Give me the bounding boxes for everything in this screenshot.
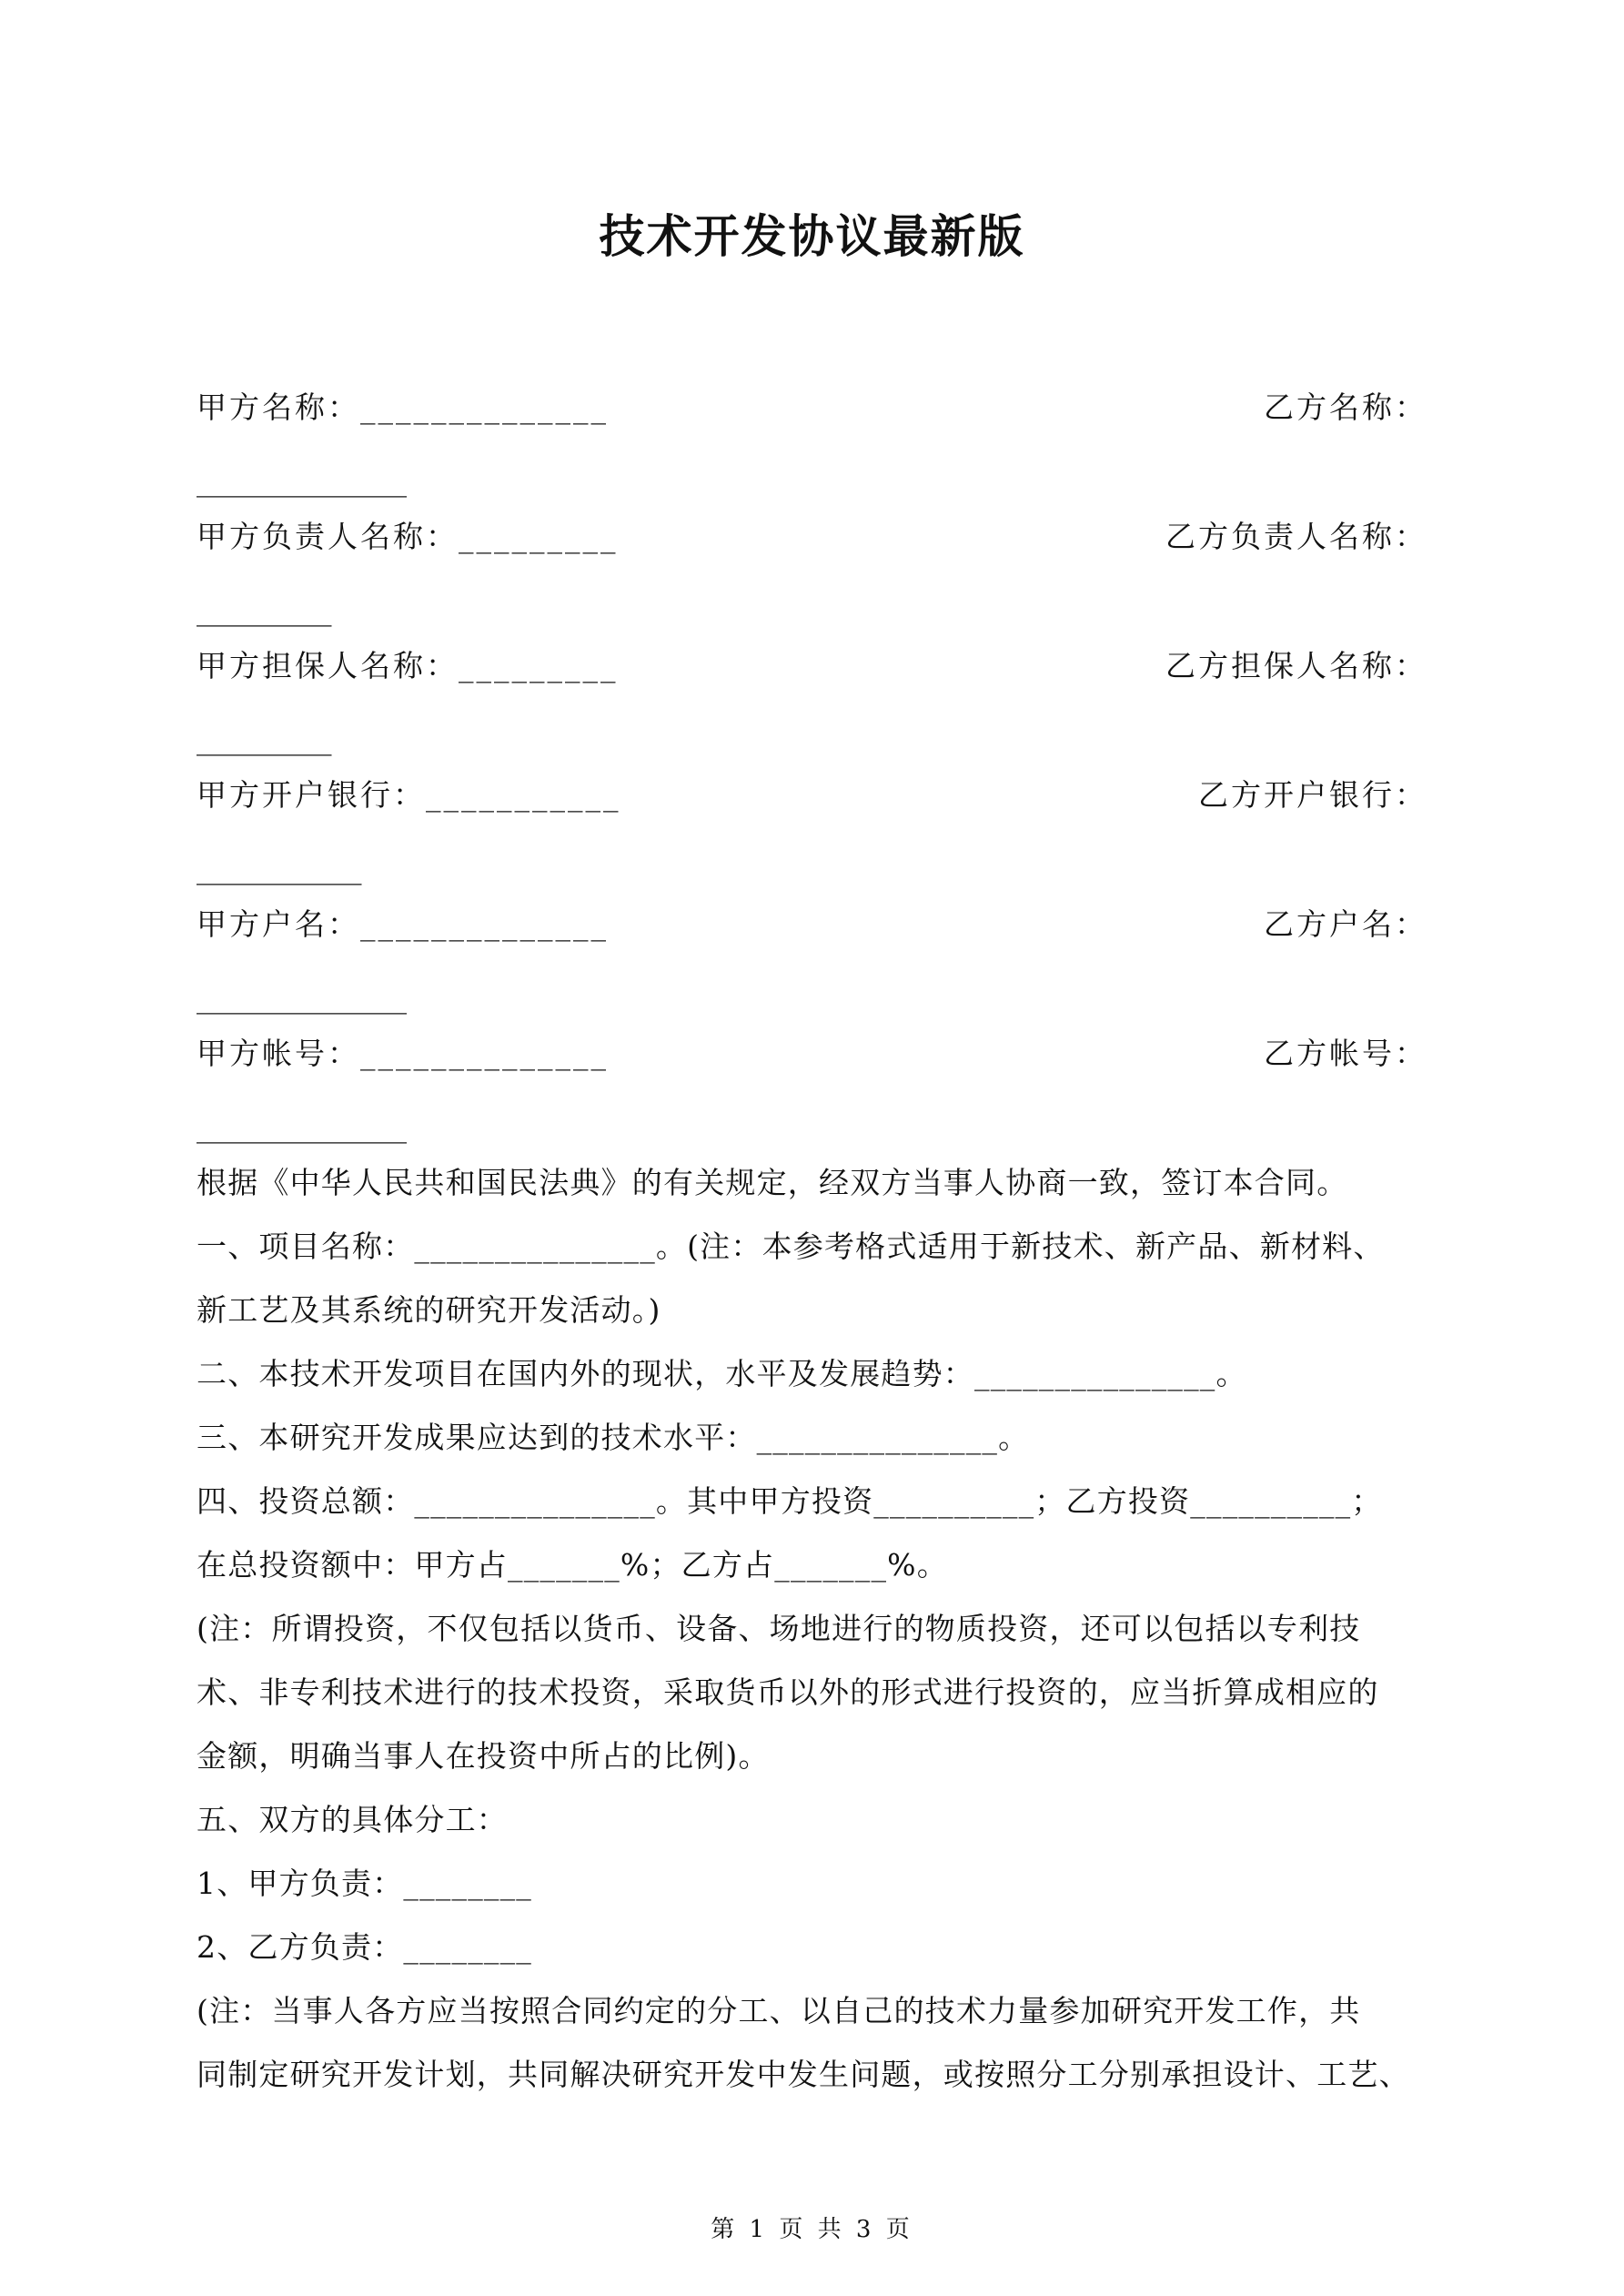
party-a-bank: 甲方开户银行：___________ bbox=[197, 777, 621, 813]
party-b-account-name-blank: ______________ bbox=[197, 979, 407, 1015]
party-b-name-blank: ______________ bbox=[197, 462, 407, 498]
page-footer: 第 1 页 共 3 页 bbox=[711, 2216, 913, 2243]
body-line: 金额，明确当事人在投资中所占的比例)。 bbox=[197, 1738, 770, 1774]
field-row-guarantor bbox=[197, 643, 1427, 689]
body-line: 2、乙方负责：________ bbox=[197, 1929, 532, 1965]
party-b-account-number-blank: ______________ bbox=[197, 1108, 407, 1144]
field-row-account-number bbox=[197, 1031, 1427, 1077]
body-line: 五、双方的具体分工： bbox=[197, 1802, 508, 1837]
body-line: 三、本研究开发成果应达到的技术水平：_______________。 bbox=[197, 1420, 1030, 1455]
party-b-responsible: 乙方负责人名称： bbox=[1165, 519, 1427, 554]
body-line: (注：所谓投资，不仅包括以货币、设备、场地进行的物质投资，还可以包括以专利技 bbox=[197, 1611, 1361, 1646]
field-row-bank bbox=[197, 773, 1427, 818]
body-line: 四、投资总额：_______________。其中甲方投资__________；乙方投资__________； bbox=[197, 1483, 1383, 1519]
party-a-account-name: 甲方户名：______________ bbox=[197, 906, 609, 942]
document-title: 技术开发协议最新版 bbox=[599, 209, 1025, 263]
party-b-account-number: 乙方帐号： bbox=[1264, 1036, 1427, 1071]
party-b-bank: 乙方开户银行： bbox=[1198, 777, 1427, 813]
party-b-guarantor: 乙方担保人名称： bbox=[1165, 648, 1427, 683]
party-b-responsible-blank: _________ bbox=[197, 592, 332, 627]
field-row-party-name bbox=[197, 385, 1427, 430]
body-line: 根据《中华人民共和国民法典》的有关规定，经双方当事人协商一致，签订本合同。 bbox=[197, 1165, 1348, 1200]
party-b-name: 乙方名称： bbox=[1264, 389, 1427, 425]
body-line: 一、项目名称：_______________。(注：本参考格式适用于新技术、新产品、新材料、 bbox=[197, 1229, 1385, 1264]
body-line: 术、非专利技术进行的技术投资，采取货币以外的形式进行投资的，应当折算成相应的 bbox=[197, 1674, 1379, 1710]
body-line: 新工艺及其系统的研究开发活动。) bbox=[197, 1292, 661, 1328]
party-a-guarantor: 甲方担保人名称：_________ bbox=[197, 648, 619, 683]
party-b-bank-blank: ___________ bbox=[197, 850, 362, 885]
body-line: 同制定研究开发计划，共同解决研究开发中发生问题，或按照分工分别承担设计、工艺、 bbox=[197, 2057, 1410, 2092]
body-line: (注：当事人各方应当按照合同约定的分工、以自己的技术力量参加研究开发工作，共 bbox=[197, 1993, 1361, 2028]
party-b-account-name: 乙方户名： bbox=[1264, 906, 1427, 942]
party-a-name: 甲方名称：______________ bbox=[197, 389, 609, 425]
body-line: 1、甲方负责：________ bbox=[197, 1866, 532, 1901]
party-b-guarantor-blank: _________ bbox=[197, 721, 332, 756]
party-a-responsible: 甲方负责人名称：_________ bbox=[197, 519, 619, 554]
party-a-account-number: 甲方帐号：______________ bbox=[197, 1036, 609, 1071]
field-row-account-name bbox=[197, 902, 1427, 947]
body-line: 二、本技术开发项目在国内外的现状，水平及发展趋势：_______________。 bbox=[197, 1356, 1247, 1391]
body-line: 在总投资额中：甲方占_______%；乙方占_______%。 bbox=[197, 1547, 948, 1583]
field-row-responsible bbox=[197, 514, 1427, 560]
